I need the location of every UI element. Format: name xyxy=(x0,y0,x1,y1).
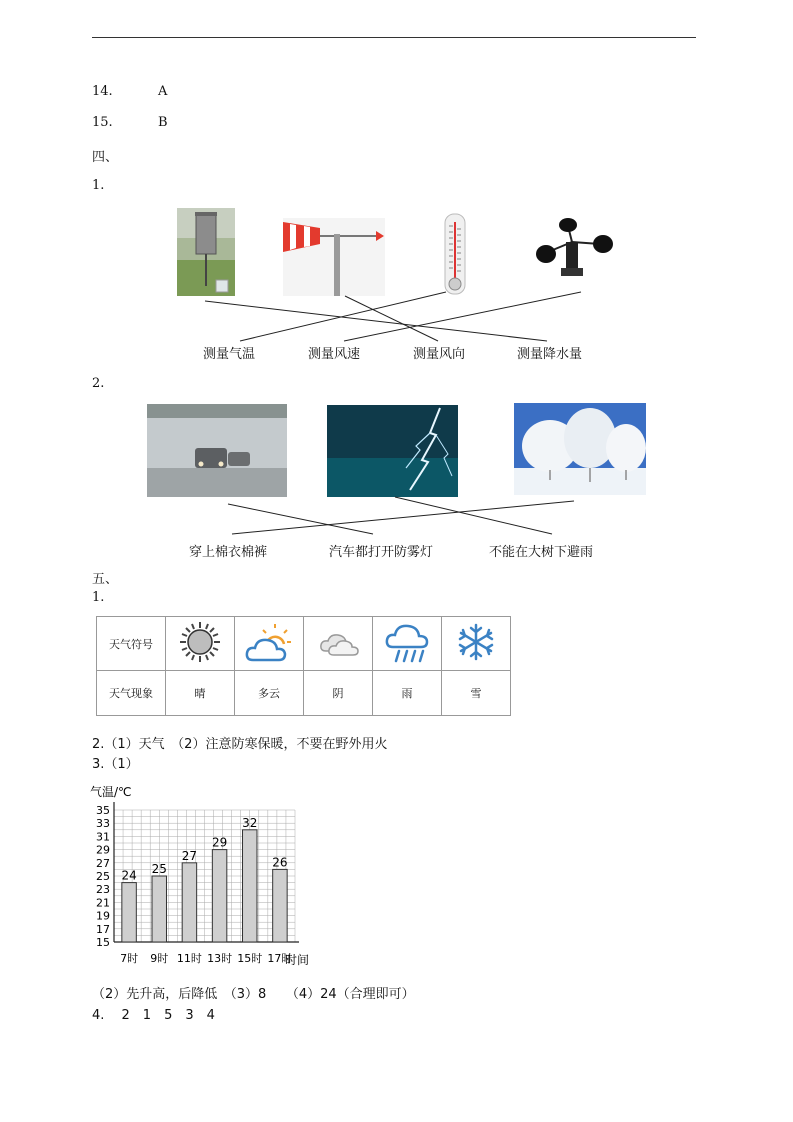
weather-symbol-row xyxy=(97,617,511,671)
chart-y-tick-label: 15 xyxy=(96,936,110,949)
chart-grid xyxy=(114,802,299,942)
s5-problem-1-label: 1. xyxy=(92,590,105,605)
chart-x-tick-label: 13时 xyxy=(207,952,233,965)
s4-p1-word-precipitation: 测量降水量 xyxy=(517,347,583,362)
s5-problem-3-answers: （2）先升高，后降低 （3）8 （4）24（合理即可） xyxy=(92,987,415,1002)
s4-p1-matching-lines xyxy=(205,292,581,341)
s4-problem-2-label: 2. xyxy=(92,376,105,391)
temperature-bar-chart xyxy=(88,782,328,972)
chart-y-tick-label: 25 xyxy=(96,870,110,883)
chart-x-tick-label: 17时 xyxy=(267,952,293,965)
chart-bar xyxy=(122,883,136,942)
section-5-heading: 五、 xyxy=(92,572,119,587)
s4-p1-word-temperature: 测量气温 xyxy=(203,347,256,362)
s4-p2-matching-lines xyxy=(228,497,574,534)
answer-14-value: A xyxy=(158,84,168,99)
rain-gauge-image xyxy=(177,208,235,296)
chart-y-tick-label: 19 xyxy=(96,909,110,923)
chart-y-tick-label: 27 xyxy=(96,856,110,870)
chart-x-tick-label: 9时 xyxy=(150,952,169,965)
chart-bar-value-label: 24 xyxy=(121,868,137,883)
weather-phenomena-row xyxy=(97,671,511,716)
s4-p2-word-cotton-clothes: 穿上棉衣棉裤 xyxy=(189,545,268,560)
chart-y-tick-label: 17 xyxy=(96,922,110,936)
fog-photo-image xyxy=(147,404,287,497)
chart-y-tick-label: 29 xyxy=(96,843,110,857)
s4-p1-word-wind-speed: 测量风速 xyxy=(308,347,361,362)
answer-15-value: B xyxy=(158,115,168,130)
section-4-heading: 四、 xyxy=(92,150,119,165)
chart-y-tick-label: 21 xyxy=(96,896,110,910)
snow-icon xyxy=(442,617,511,671)
chart-y-tick-label: 31 xyxy=(96,830,110,844)
chart-y-tick-label: 35 xyxy=(96,804,110,817)
chart-x-tick-label: 7时 xyxy=(120,952,139,965)
chart-bar xyxy=(152,876,166,942)
row-label-phenomena: 天气现象 xyxy=(97,671,166,716)
chart-bar xyxy=(182,863,196,942)
chart-x-ticks xyxy=(120,951,292,965)
chart-x-tick-label: 11时 xyxy=(176,952,202,965)
s5-problem-3-label: 3.（1） xyxy=(92,757,139,772)
answer-14-number: 14. xyxy=(92,84,113,99)
chart-bar-value-label: 27 xyxy=(181,848,198,863)
snow-photo-image xyxy=(514,403,646,495)
phenomenon-sunny: 晴 xyxy=(166,671,235,716)
sunny-icon xyxy=(166,617,235,671)
thermometer-image xyxy=(445,214,465,294)
chart-bar xyxy=(212,850,226,942)
s4-p2-word-no-shelter-tree: 不能在大树下避雨 xyxy=(489,545,594,560)
s5-problem-2-answer: 2.（1）天气 （2）注意防寒保暖，不要在野外用火 xyxy=(92,737,388,752)
weather-symbol-table xyxy=(96,616,511,716)
phenomenon-rain: 雨 xyxy=(373,671,442,716)
phenomenon-partly-cloudy: 多云 xyxy=(235,671,304,716)
overcast-icon xyxy=(304,617,373,671)
chart-y-axis-label: 气温/℃ xyxy=(90,785,132,799)
weather-matching-figure xyxy=(140,398,660,538)
s4-problem-1-label: 1. xyxy=(92,178,105,193)
chart-bar xyxy=(273,869,287,942)
chart-x-axis-label: 时间 xyxy=(285,953,310,967)
answer-15-number: 15. xyxy=(92,115,113,130)
row-label-symbol: 天气符号 xyxy=(97,617,166,671)
partly-cloudy-icon xyxy=(235,617,304,671)
s4-p1-word-wind-direction: 测量风向 xyxy=(413,347,466,362)
chart-y-ticks xyxy=(96,804,110,949)
chart-bar xyxy=(243,830,257,942)
chart-y-tick-label: 33 xyxy=(96,817,110,831)
chart-x-tick-label: 15时 xyxy=(237,952,263,965)
phenomenon-snow: 雪 xyxy=(442,671,511,716)
chart-bar-value-label: 32 xyxy=(242,815,258,830)
header-rule xyxy=(92,37,696,38)
chart-bar-value-label: 29 xyxy=(211,835,228,850)
chart-bar-value-label: 25 xyxy=(151,862,167,876)
chart-y-tick-label: 23 xyxy=(96,883,110,897)
lightning-photo-image xyxy=(327,405,458,497)
chart-bar-value-label: 26 xyxy=(272,855,288,870)
rain-icon xyxy=(373,617,442,671)
anemometer-image xyxy=(536,218,613,276)
s5-problem-4-answer: 4. 2 1 5 3 4 xyxy=(92,1008,215,1023)
s4-p2-word-fog-lights: 汽车都打开防雾灯 xyxy=(329,545,434,560)
wind-vane-image xyxy=(283,218,385,296)
phenomenon-overcast: 阴 xyxy=(304,671,373,716)
